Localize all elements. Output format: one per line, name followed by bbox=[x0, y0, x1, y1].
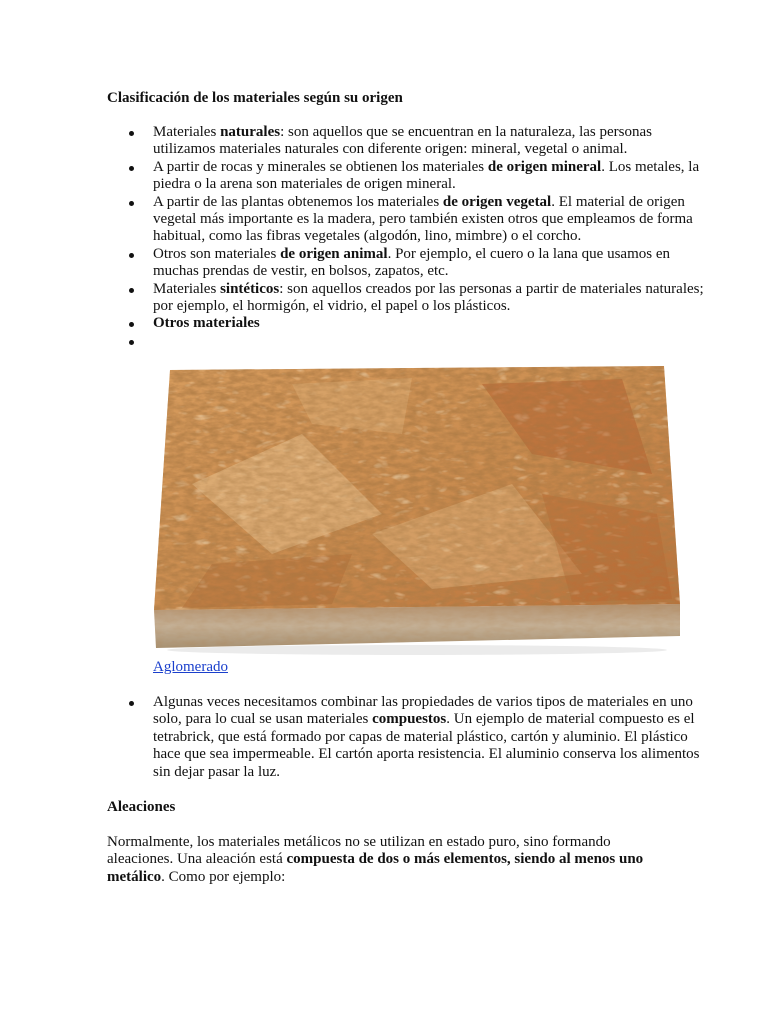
text-segment: . El material de origen vegetal más importante es la madera, pero también existen otros que empleamos de forma habitual, como las fibras vegetales (algodón, lino, mimbre) o el corcho. bbox=[153, 193, 693, 245]
aglomerado-caption-link[interactable]: Aglomerado bbox=[153, 659, 228, 675]
bullet-naturales bbox=[153, 124, 713, 159]
text-segment: . Por ejemplo, el cuero o la lana que usamos en muchas prendas de vestir, en bolsos, zapatos, etc. bbox=[153, 245, 670, 280]
bullet-origen-vegetal bbox=[153, 194, 713, 246]
bold-term: de origen vegetal bbox=[442, 193, 552, 210]
bold-term: de origen animal bbox=[280, 245, 388, 262]
bold-term: sintéticos bbox=[220, 280, 280, 297]
bullet-sinteticos bbox=[153, 281, 713, 316]
bold-term: de origen mineral bbox=[487, 158, 602, 175]
composite-bullet-list bbox=[107, 694, 715, 781]
origin-bullet-list bbox=[107, 124, 713, 350]
text-segment: : son aquellos que se encuentran en la naturaleza, las personas utilizamos materiales naturales con diferente origen: mineral, vegetal o animal. bbox=[153, 124, 653, 158]
text-segment: . Como por ejemplo: bbox=[161, 868, 286, 885]
text-segment: Materiales bbox=[153, 124, 221, 140]
text-segment: A partir de las plantas obtenemos los materiales bbox=[153, 193, 443, 210]
bullet-compuestos bbox=[153, 694, 715, 781]
bullet-otros-materiales bbox=[153, 315, 713, 332]
text-segment: . Los metales, la piedra o la arena son materiales de origen mineral. bbox=[153, 158, 700, 193]
text-segment: A partir de rocas y minerales se obtienen los materiales bbox=[153, 158, 488, 175]
text-segment: . Un ejemplo de material compuesto es el tetrabrick, que está formado por capas de material plástico, cartón y aluminio. El plástico hace que sea impermeable. El cartón aporta resistencia. El aluminio conserva los alimentos sin dejar pasar la luz. bbox=[153, 711, 700, 780]
text-segment: Algunas veces necesitamos combinar las propiedades de varios tipos de materiales en uno solo, para lo cual se usan materiales bbox=[153, 694, 693, 728]
aglomerado-image bbox=[152, 364, 682, 656]
bullet-origen-animal bbox=[153, 246, 713, 281]
particle-board-illustration bbox=[152, 364, 682, 656]
bullet-origen-mineral bbox=[153, 159, 713, 194]
bold-term: compuestos bbox=[372, 711, 447, 728]
text-segment: Materiales bbox=[153, 280, 221, 297]
aleaciones-heading: Aleaciones bbox=[107, 799, 176, 815]
bold-term: compuesta de dos o más elementos, siendo al menos uno metálico bbox=[107, 851, 644, 885]
text-segment: : son aquellos creados por las personas a partir de materiales naturales; por ejemplo, el hormigón, el vidrio, el papel o los plásticos. bbox=[153, 280, 704, 315]
bold-term: Otros materiales bbox=[153, 315, 260, 332]
text-segment: Normalmente, los materiales metálicos no se utilizan en estado puro, sino formando aleaciones. Una aleación está bbox=[107, 834, 611, 868]
text-segment: Otros son materiales bbox=[153, 245, 281, 262]
aleaciones-paragraph bbox=[107, 834, 667, 886]
bullet-empty bbox=[153, 333, 713, 350]
bold-term: naturales bbox=[220, 124, 281, 140]
section-title: Clasificación de los materiales según su origen bbox=[107, 90, 403, 106]
